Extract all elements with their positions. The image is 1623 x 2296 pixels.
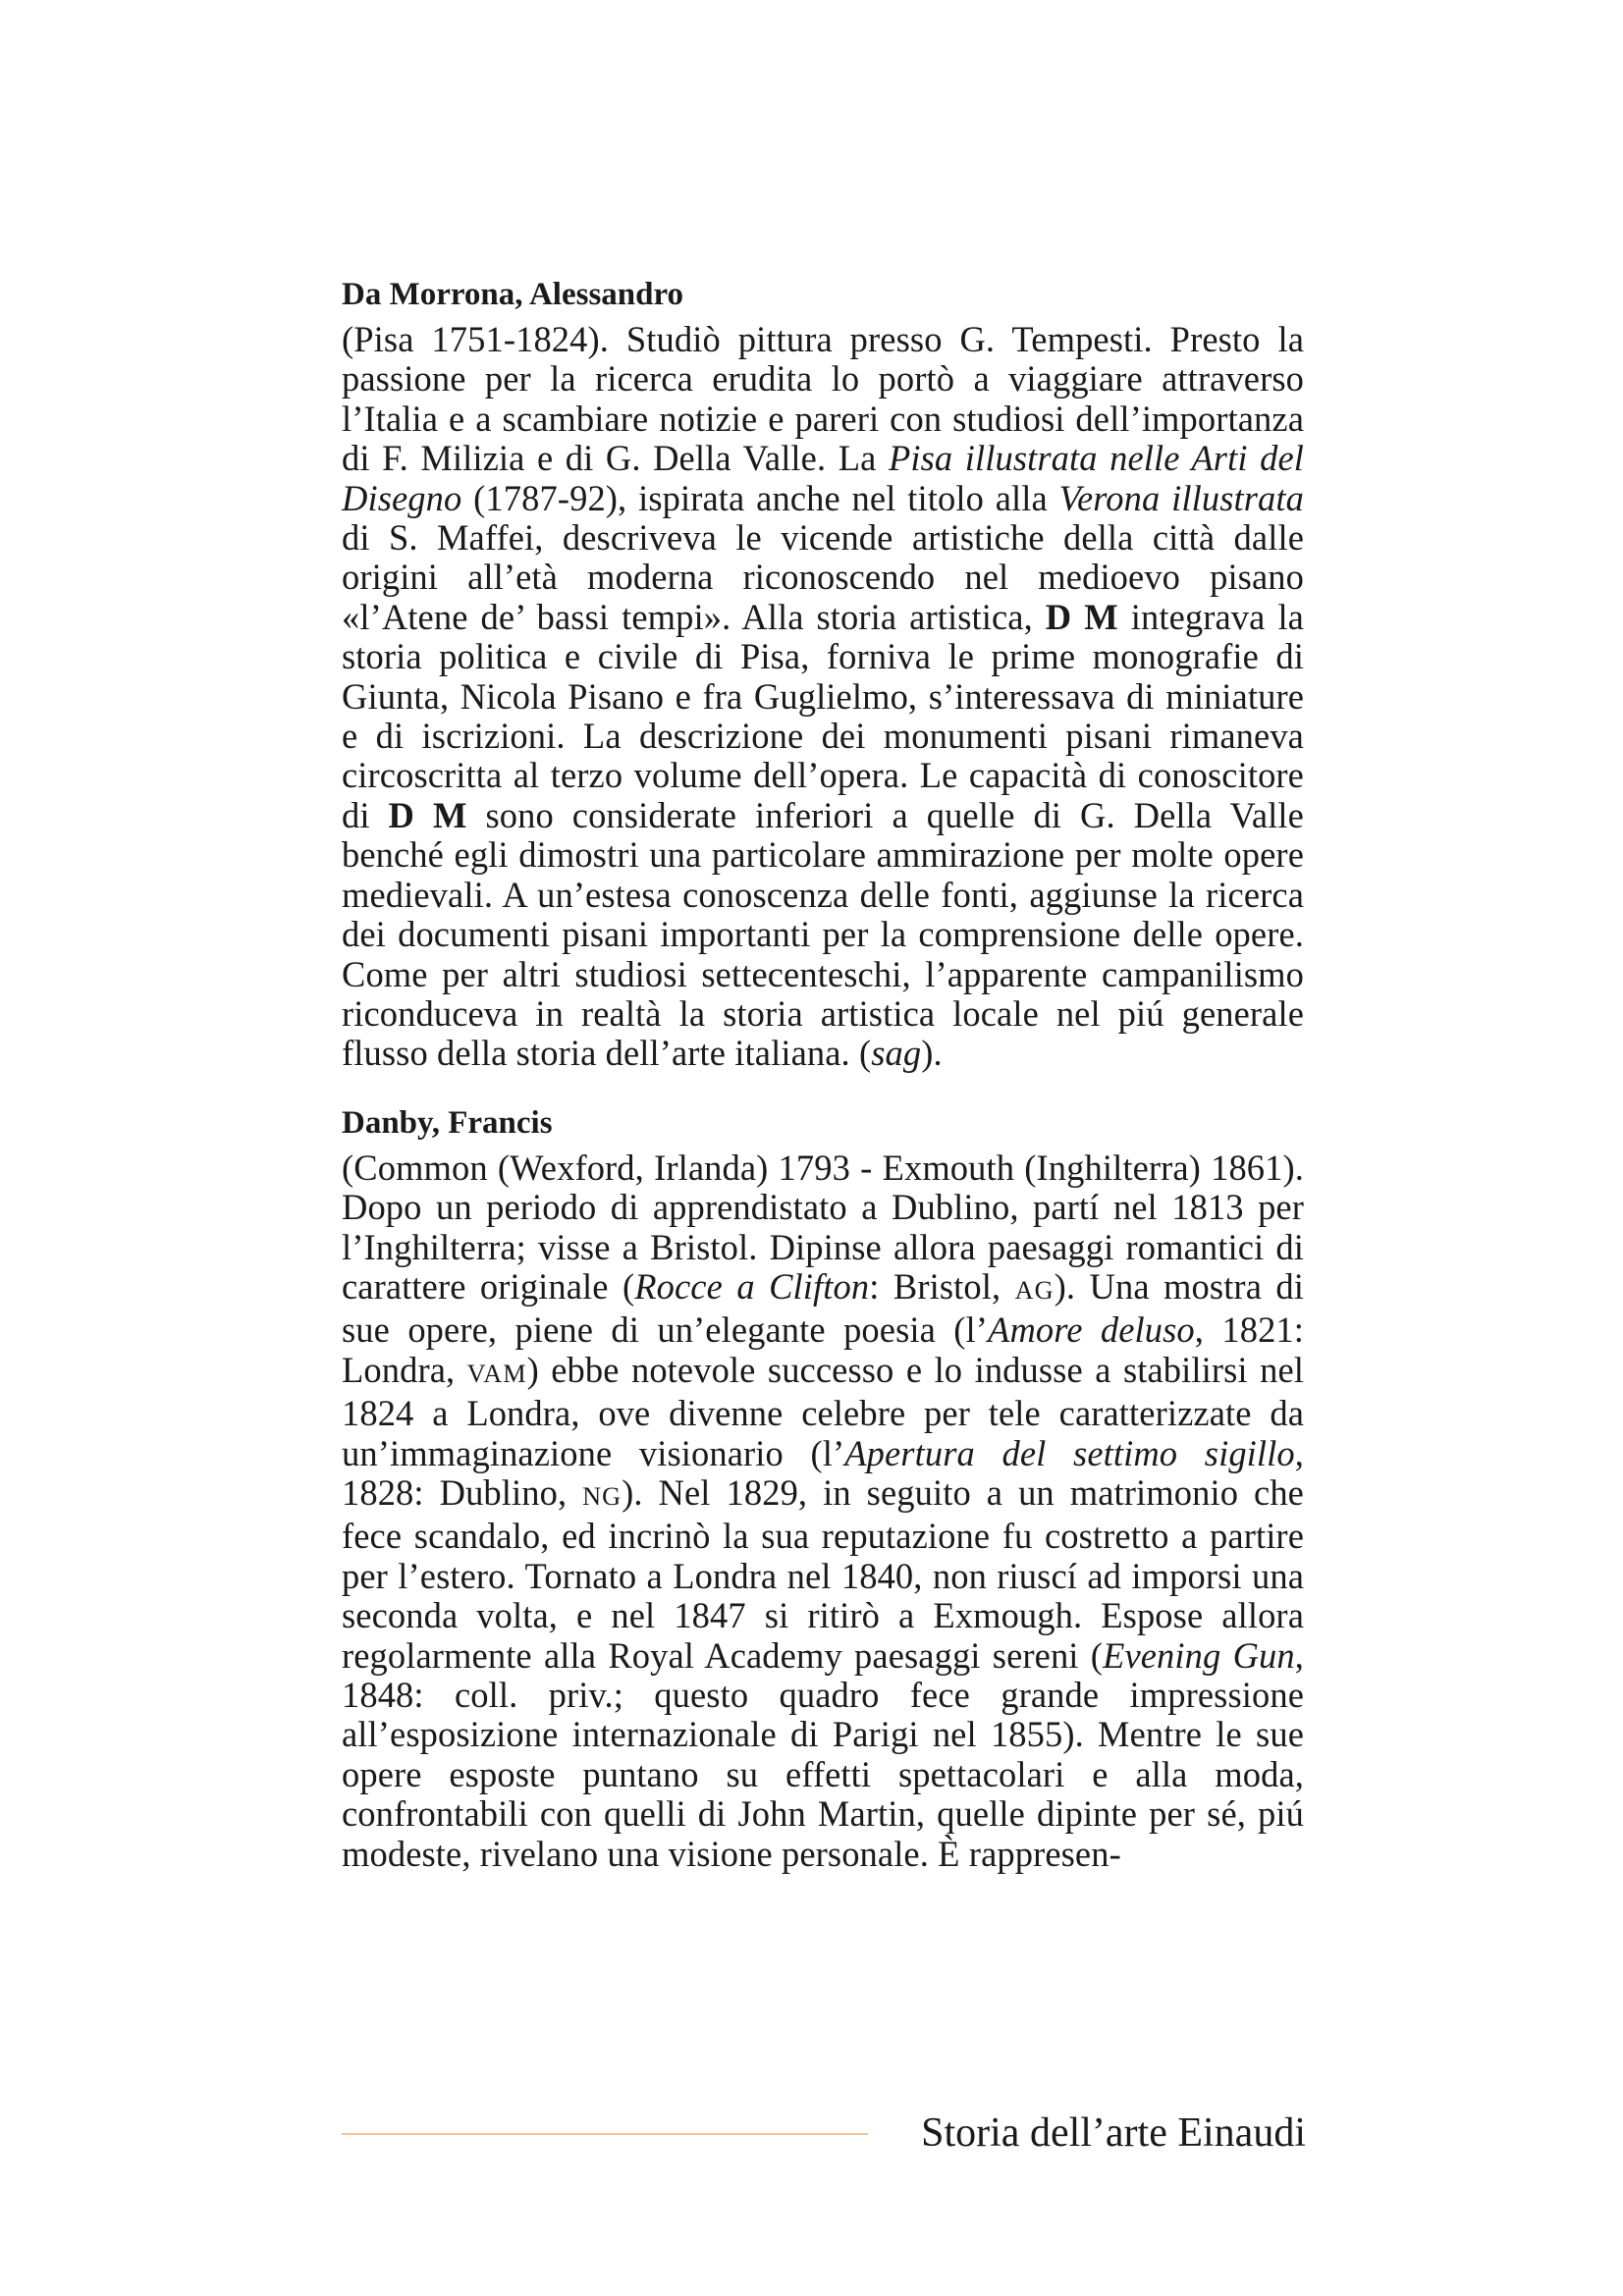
text-run: , 1828: Dublino,: [342, 1432, 1304, 1513]
bold-abbreviation: D M: [388, 794, 467, 835]
text-run: di S. Maffei, descriveva le vicende artistiche della città dalle origini all’età moderna riconoscendo nel medioevo pisano «l’Atene de’ bassi tempi». Alla storia artistica,: [342, 517, 1304, 637]
text-run: : Bristol,: [869, 1265, 1015, 1307]
bold-abbreviation: D M: [1045, 596, 1118, 637]
entry-body: [342, 1148, 1304, 1874]
museum-abbreviation: VAM: [466, 1359, 527, 1388]
text-column: [342, 275, 1304, 1903]
italic-title: Amore deluso: [988, 1309, 1195, 1351]
footer-rule: [342, 2133, 868, 2135]
italic-title: Pisa illustrata nelle Arti del Disegno: [342, 438, 1305, 518]
italic-title: Apertura del settimo sigillo: [844, 1432, 1295, 1473]
entry-danby: [342, 1103, 1304, 1874]
text-run: ). Una mostra di sue opere, piene di un’elegante poesia (l’: [342, 1265, 1305, 1351]
text-run: (1787-92), ispirata anche nel titolo alla: [461, 477, 1059, 518]
entry-da-morrona: [342, 275, 1304, 1074]
text-run: sono considerate inferiori a quelle di G. Della Valle benché egli dimostri una particolare ammirazione per molte opere medievali. A un’estesa conoscenza delle fonti, aggiunse la ricerca dei documenti pisani importanti per la comprensione delle opere. Come per altri studiosi settecenteschi, l’apparente campanilismo riconduceva in realtà la storia artistica locale nel piú generale flusso della storia dell’arte italiana. (: [342, 794, 1304, 1074]
entry-title: Da Morrona, Alessandro: [342, 277, 684, 312]
text-run: integrava la storia politica e civile di Pisa, forniva le prime monografie di Giunta, Nicola Pisano e fra Guglielmo, s’interessava di miniature e di iscrizioni. La descrizione dei monumenti pisani rimaneva circoscritta al terzo volume dell’opera. Le capacità di conoscitore di: [342, 596, 1304, 835]
text-run: (Pisa 1751-1824). Studiò pittura presso G. Tempesti. Presto la passione per la ricerca erudita lo portò a viaggiare attraverso l’Italia e a scambiare notizie e pareri con studiosi dell’importanza di F. Milizia e di G. Della Valle. La: [342, 319, 1304, 479]
museum-abbreviation: AG: [1014, 1275, 1055, 1305]
text-run: ) ebbe notevole successo e lo indusse a stabilirsi nel 1824 a Londra, ove divenne celebre per tele caratterizzate da un’immaginazione visionario (l’: [342, 1349, 1304, 1473]
text-run: , 1848: coll. priv.; questo quadro fece grande impressione all’esposizione internazionale di Parigi nel 1855). Mentre le sue opere esposte puntano su effetti spettacolari e alla moda, confrontabili con quelli di John Martin, quelle dipinte per sé, piú modeste, rivelano una visione personale. È rappresen-: [342, 1634, 1304, 1874]
footer-title: Storia dell’arte Einaudi: [921, 2110, 1306, 2156]
entry-title: Danby, Francis: [342, 1104, 553, 1141]
italic-title: sag: [871, 1033, 922, 1074]
text-run: , 1821: Londra,: [342, 1309, 1305, 1390]
entry-body: [342, 320, 1304, 1074]
italic-title: Verona illustrata: [1058, 477, 1304, 518]
italic-title: Evening Gun: [1103, 1634, 1295, 1676]
museum-abbreviation: NG: [582, 1481, 622, 1511]
text-run: (Common (Wexford, Irlanda) 1793 - Exmouth (Inghilterra) 1861). Dopo un periodo di apprendistato a Dublino, partí nel 1813 per l’Inghilterra; visse a Bristol. Dipinse allora paesaggi romantici di carattere originale (: [342, 1147, 1304, 1307]
text-run: ).: [921, 1033, 943, 1074]
italic-title: Rocce a Clifton: [634, 1265, 870, 1307]
text-run: ). Nel 1829, in seguito a un matrimonio che fece scandalo, ed incrinò la sua reputazione fu costretto a partire per l’estero. Tornato a Londra nel 1840, non riuscí ad imporsi una seconda volta, e nel 1847 si ritirò a Exmough. Espose allora regolarmente alla Royal Academy paesaggi sereni (: [342, 1471, 1304, 1676]
